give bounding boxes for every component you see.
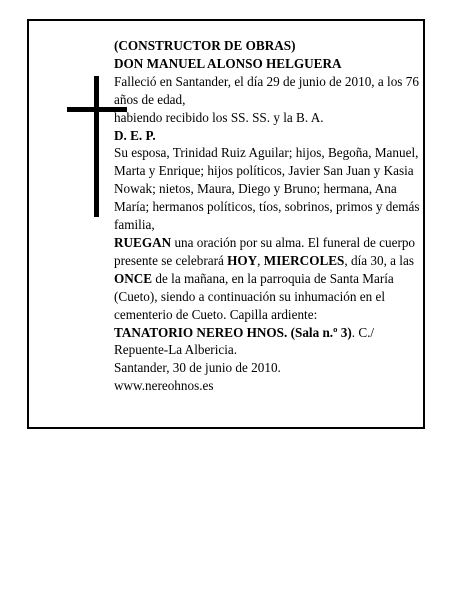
funeral-comma: , — [257, 252, 264, 268]
funeral-text-3: de la mañana, en la parroquia de Santa María (Cueto), siendo a continuación su inhumación en el cementerio de Cueto. Capilla ardiente: — [114, 270, 394, 322]
funeral-home-address: . C./ Repuente-La Albericia. — [114, 324, 375, 358]
miercoles-label: MIERCOLES — [263, 252, 345, 268]
death-statement: Falleció en Santander, el día 29 de junio de 2010, a los 76 años de edad, — [114, 73, 419, 107]
date-place: Santander, 30 de junio de 2010. — [114, 360, 281, 376]
ruegan-label: RUEGAN — [114, 234, 172, 250]
occupation: (CONSTRUCTOR DE OBRAS) — [114, 38, 296, 53]
family-list: Su esposa, Trinidad Ruiz Aguilar; hijos, Begoña, Manuel, Marta y Enrique; hijos políticos, Javier San Juan y Kasia Nowak; nietos, Maura, Diego y Bruno; hermana, Ana María; hermanos políticos, tíos, sobrinos, primos y demás familia, — [114, 145, 420, 233]
sacraments-statement: habiendo recibido los SS. SS. y la B. A. — [114, 109, 324, 125]
hoy-label: HOY — [227, 252, 258, 268]
dep-label: D. E. P. — [114, 127, 156, 143]
funeral-home — [114, 324, 420, 360]
cross-icon — [94, 76, 99, 217]
obituary-text — [114, 37, 420, 395]
funeral-text-2: , día 30, a las — [344, 252, 414, 268]
funeral-details — [114, 234, 420, 324]
website-link[interactable]: www.nereohnos.es — [114, 378, 214, 394]
funeral-text-1: una oración por su alma. El funeral de cuerpo presente se celebrará — [114, 234, 416, 268]
once-label: ONCE — [114, 270, 153, 286]
tanatorio-label: TANATORIO NEREO HNOS. (Sala n.º 3) — [114, 324, 352, 340]
deceased-name: DON MANUEL ALONSO HELGUERA — [114, 55, 342, 71]
